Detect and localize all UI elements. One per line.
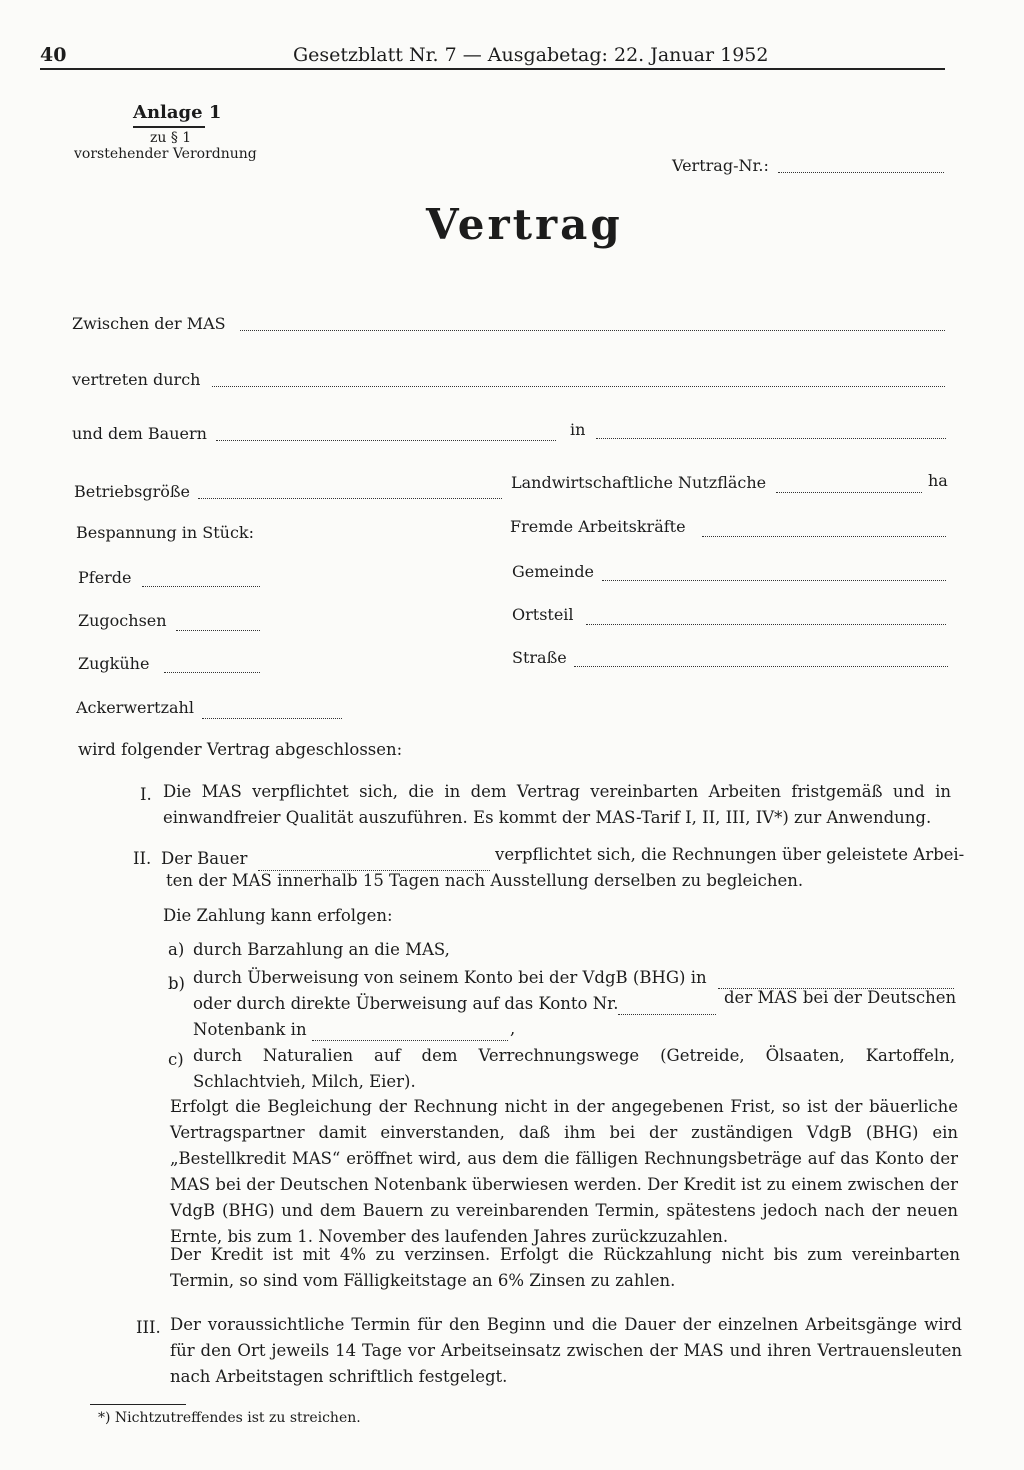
street-field[interactable] bbox=[574, 652, 948, 671]
external-workers-field[interactable] bbox=[702, 522, 946, 541]
field-unit-ha: ha bbox=[928, 471, 948, 490]
payment-intro: Die Zahlung kann erfolgen: bbox=[163, 906, 393, 925]
clause-i-text: Die MAS verpflichtet sich, die in dem Vertrag vereinbarten Arbeiten fristgemäß und in einwandfreier Qualität auszuführen. Es kommt der MAS-Tarif I, II, III, IV*) zur Anwendung. bbox=[163, 782, 951, 827]
district-field[interactable] bbox=[586, 610, 946, 629]
field-label-zugkuehe: Zugkühe bbox=[78, 654, 150, 673]
draft-cows-field[interactable] bbox=[164, 658, 260, 677]
farmer-field[interactable] bbox=[216, 426, 556, 445]
field-label-vertreten: vertreten durch bbox=[72, 370, 201, 389]
annex-ref: zu § 1 bbox=[150, 130, 192, 146]
option-b-line2b: der MAS bei der Deutschen bbox=[724, 988, 957, 1007]
field-label-ortsteil: Ortsteil bbox=[512, 605, 574, 624]
soil-value-field[interactable] bbox=[202, 704, 342, 723]
farmer-location-field[interactable] bbox=[596, 424, 946, 443]
field-label-zugochsen: Zugochsen bbox=[78, 611, 167, 630]
clause-iii-text: Der voraussichtliche Termin für den Beginn und die Dauer der einzelnen Arbeitsgänge wird für den Ort jeweils 14 Tage vor Arbeitseinsatz zwischen der MAS und ihren Vertrauensleuten nach Arbeitstagen schriftlich festgelegt. bbox=[170, 1315, 962, 1386]
document-title: Vertrag bbox=[426, 200, 623, 249]
option-b-line3: Notenbank in bbox=[193, 1020, 307, 1039]
option-c-label: c) bbox=[168, 1050, 184, 1069]
municipality-field[interactable] bbox=[602, 566, 946, 585]
field-label-zwischen-mas: Zwischen der MAS bbox=[72, 314, 226, 333]
clause-ii-text-a: verpflichtet sich, die Rechnungen über geleistete Arbei- bbox=[495, 845, 965, 864]
field-label-pferde: Pferde bbox=[78, 568, 132, 587]
gazette-header: Gesetzblatt Nr. 7 — Ausgabetag: 22. Januar 1952 bbox=[293, 44, 769, 66]
contract-number-field[interactable] bbox=[778, 158, 944, 177]
mas-field[interactable] bbox=[240, 316, 945, 335]
clause-ii-text-b: ten der MAS innerhalb 15 Tagen nach Ausstellung derselben zu begleichen. bbox=[166, 871, 804, 890]
option-a-label: a) bbox=[168, 940, 185, 959]
field-label-ackerwertzahl: Ackerwertzahl bbox=[76, 698, 194, 717]
field-label-gemeinde: Gemeinde bbox=[512, 562, 595, 581]
annex-note: vorstehender Verordnung bbox=[74, 146, 257, 162]
representative-field[interactable] bbox=[212, 372, 945, 391]
account-number-field[interactable] bbox=[618, 1000, 716, 1019]
field-label-in: in bbox=[570, 420, 586, 439]
clause-iii-number: III. bbox=[136, 1318, 161, 1337]
clause-ii-number: II. bbox=[133, 849, 152, 868]
clause-ii-paragraph-1: Erfolgt die Begleichung der Rechnung nicht in der angegebenen Frist, so ist der bäuerliche Vertragspartner damit einverstanden, daß ihm bei der zuständigen VdgB (BHG) ein „Bestellkredit MAS“ eröffnet wird, aus dem die fälligen Rechnungsbeträge auf das Konto der MAS bei der Deutschen Notenbank überwiesen werden. Der Kredit ist zu einem zwischen der VdgB (BHG) und dem Bauern zu vereinbarenden Termin, spätestens jedoch nach der neuen Ernte, bis zum 1. November des laufenden Jahres zurückzuzahlen. bbox=[170, 1097, 958, 1246]
option-b-comma: , bbox=[510, 1019, 516, 1038]
draft-oxen-field[interactable] bbox=[176, 616, 260, 635]
footnote-rule bbox=[90, 1404, 186, 1405]
annex-title: Anlage 1 bbox=[133, 102, 222, 123]
header-rule bbox=[40, 68, 945, 70]
field-label-strasse: Straße bbox=[512, 648, 567, 667]
field-label-fremde: Fremde Arbeitskräfte bbox=[510, 517, 686, 536]
contract-number-label: Vertrag-Nr.: bbox=[672, 156, 769, 175]
farm-size-field[interactable] bbox=[198, 484, 502, 503]
field-label-betriebsgroesse: Betriebsgröße bbox=[74, 482, 191, 501]
contract-intro: wird folgender Vertrag abgeschlossen: bbox=[78, 740, 403, 759]
field-label-bespannung: Bespannung in Stück: bbox=[76, 523, 255, 542]
option-b-line2a: oder durch direkte Überweisung auf das Konto Nr. bbox=[193, 994, 619, 1013]
usable-area-field[interactable] bbox=[776, 478, 922, 497]
footnote: *) Nichtzutreffendes ist zu streichen. bbox=[98, 1410, 361, 1426]
option-b-line1: durch Überweisung von seinem Konto bei der VdgB (BHG) in bbox=[193, 968, 707, 987]
option-c-text: durch Naturalien auf dem Verrechnungswege (Getreide, Ölsaaten, Kartoffeln, Schlachtvieh, Milch, Eier). bbox=[193, 1046, 955, 1091]
page-number: 40 bbox=[40, 44, 67, 66]
horses-field[interactable] bbox=[142, 572, 260, 591]
clause-i-number: I. bbox=[140, 785, 152, 804]
option-a-text: durch Barzahlung an die MAS, bbox=[193, 940, 450, 959]
field-label-nutzflaeche: Landwirtschaftliche Nutzfläche bbox=[511, 473, 767, 492]
clause-ii-paragraph-2: Der Kredit ist mit 4% zu verzinsen. Erfolgt die Rückzahlung nicht bis zum vereinbarten Termin, so sind vom Fälligkeitstage an 6% Zinsen zu zahlen. bbox=[170, 1245, 960, 1290]
field-label-bauern: und dem Bauern bbox=[72, 424, 207, 443]
clause-ii-lead: Der Bauer bbox=[161, 849, 248, 868]
annex-underline bbox=[133, 126, 205, 128]
option-b-label: b) bbox=[168, 974, 185, 993]
